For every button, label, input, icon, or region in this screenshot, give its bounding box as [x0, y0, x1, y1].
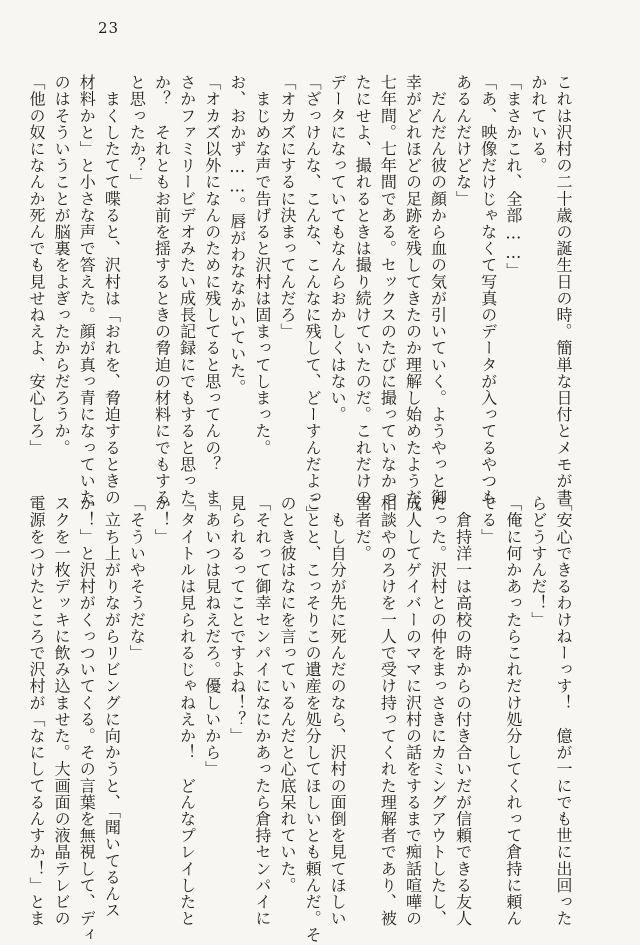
text-line: 「オカズにするに決まってんだろ」: [277, 74, 297, 340]
text-line: 「安心できるわけねーっす！ 億が一にでも世に出回った: [554, 495, 573, 927]
text-line: 「他の奴になんか死んでも見せねえよ、安心しろ」: [27, 74, 47, 456]
text-line: 「ざっけんな、こんな、こんなに残して、どーすんだよっ」: [303, 74, 323, 523]
text-line: まじめな声で告げると沢村は固まってしまった。: [252, 74, 272, 456]
text-line: 「タイトルは見られるじゃねえか！ どんなプレイしたと: [177, 495, 197, 927]
text-line: あるんだけどな」: [453, 74, 473, 207]
text-line: もし自分が先に死んだのなら、沢村の面倒を見てほしい: [328, 495, 348, 927]
text-line: 幸がどれほどの足跡を残してきたのか理解し始めたようだ。: [403, 74, 423, 523]
text-line: 「あいつは見ねえだろ。優しいから」: [202, 495, 222, 778]
text-line: 害者だ。: [353, 495, 373, 562]
text-line: ことと、こっそりこの遺産を処分してほしいとも頼んだ。そ: [303, 495, 323, 944]
text-line: か！」: [152, 495, 172, 545]
text-line: 「俺に何かあったらこれだけ処分してくれって倉持に頼ん: [503, 495, 523, 927]
text-line: 七年間。七年間である。セックスのたびに撮っていなかっ: [378, 74, 398, 506]
text-line: データになっていてもなんらおかしくはない。: [328, 74, 348, 423]
text-line: さかファミリービデオみたい成長記録にでもすると思った: [177, 74, 197, 506]
text-line: たにせよ、撮れるときは撮り続けていたのだ。これだけの: [353, 74, 373, 506]
text-line: のはそういうことが脳裏をよぎったからだろうか。: [52, 74, 72, 456]
text-line: か！」と沢村がくっついてくる。その言葉を無視して、ディ: [77, 495, 97, 944]
text-line: 「それって御幸センパイになにかあったら倉持センパイに: [252, 495, 272, 927]
text-line: お、おかず……。唇がわななかいていた。: [227, 74, 247, 396]
text-line: かれている。: [528, 74, 548, 174]
text-line: まくしたてて喋ると、沢村は「おれを、脅迫するときの: [102, 74, 122, 506]
text-line: 見られるってことですよね！？」: [227, 495, 247, 744]
text-line: スクを一枚デッキに飲み込ませた。大画面の液晶テレビの: [52, 495, 72, 927]
text-line: でる」: [478, 495, 498, 545]
text-line: らどうすんだ！」: [528, 495, 548, 628]
text-line: 倉持洋一は高校の時からの付き合いだが信頼できる友人: [453, 495, 473, 927]
text-line: 「オカズ以外になんのために残してると思ってんの？ ま: [202, 74, 222, 506]
text-line: だんだん彼の顔から血の気が引いていく。ようやっと御: [428, 74, 448, 506]
text-line: これは沢村の二十歳の誕生日の時。簡単な日付とメモが書: [554, 74, 573, 506]
text-line: 「あ、映像だけじゃなくて写真のデータが入ってるやつも: [478, 74, 498, 506]
text-line: 「まさかこれ、全部……」: [503, 74, 523, 280]
text-line: か？ それともお前を揺するときの脅迫の材料にでもする: [152, 74, 172, 506]
text-line: 成人してゲイバーのママに沢村の話をするまで痴話喧嘩の: [403, 495, 423, 927]
text-line: 材料かと」と小さな声で答えた。顔が真っ青になっていた: [77, 74, 97, 506]
text-line: 立ち上がりながらリビングに向かうと、「聞いてるんス: [102, 495, 122, 919]
text-line: 電源をつけたところで沢村が「なにしてるんすか！」とま: [27, 495, 47, 927]
text-line: だった。沢村との仲をまっさきにカミングアウトしたし、: [428, 495, 448, 927]
text-line: のとき彼はなにを言っているんだと心底呆れていた。: [277, 495, 297, 894]
text-line: と思ったか？」: [127, 74, 147, 191]
page-number: 23: [98, 19, 120, 37]
text-block-bottom: [27, 495, 576, 944]
text-line: 相談やのろけを一人で受け持ってくれた理解者であり、被: [378, 495, 398, 927]
text-line: 「そういやそうだな」: [127, 495, 147, 661]
